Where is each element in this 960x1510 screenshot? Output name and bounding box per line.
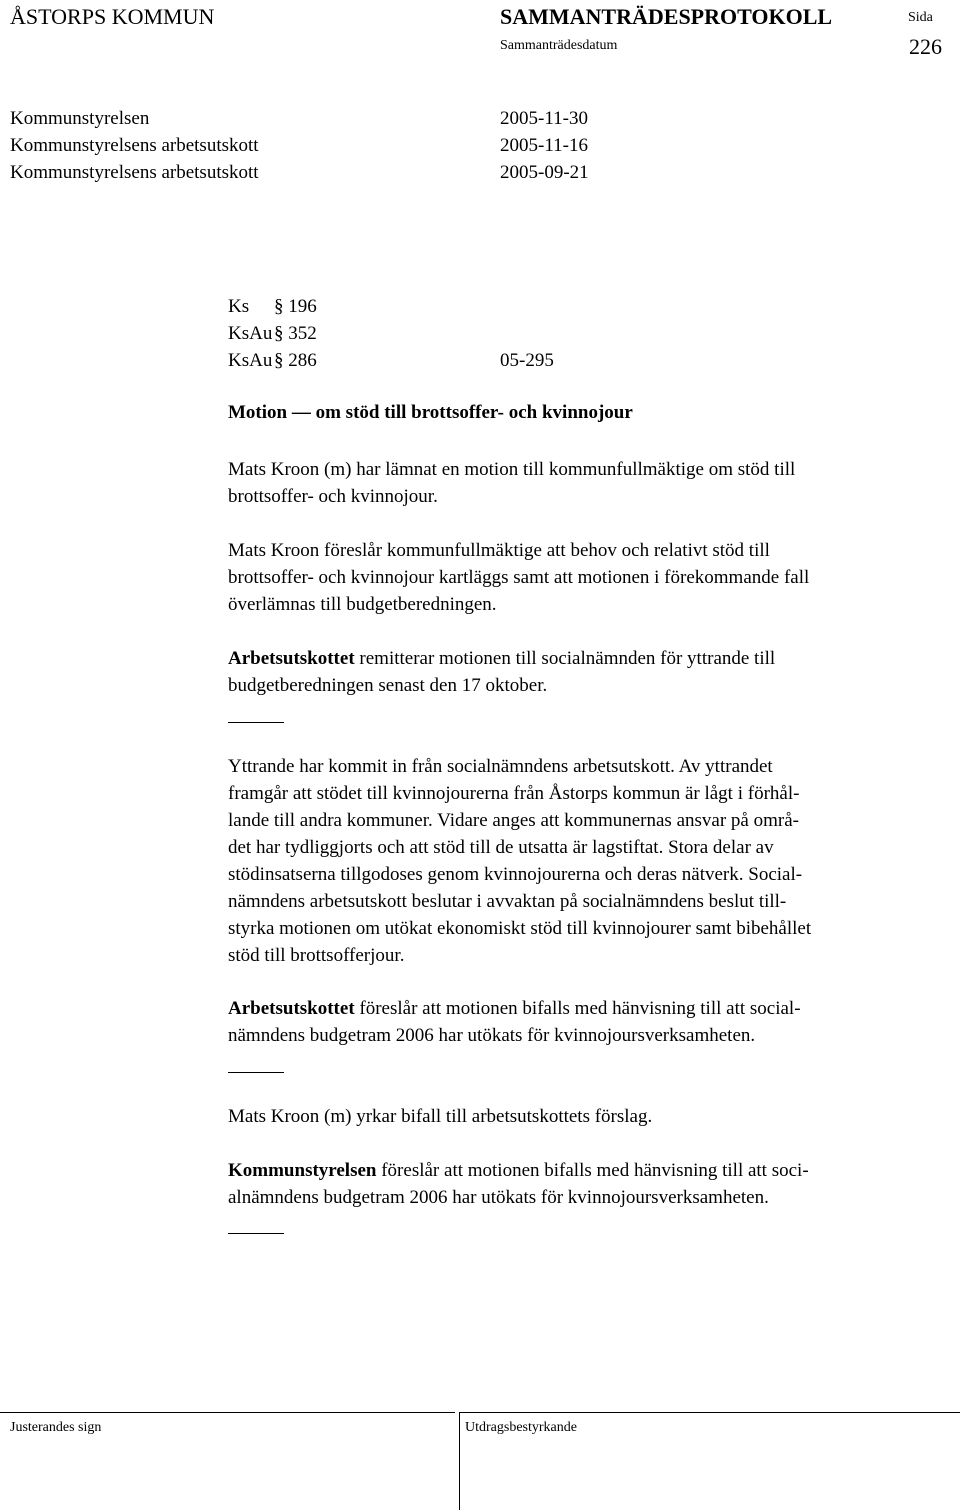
text-line: nämndens budgetram 2006 har utökats för kvinnojoursverksamheten. xyxy=(228,1025,756,1046)
text-segment: föreslår att motionen bifalls med hänvisning till att social- xyxy=(354,998,801,1019)
text-line: framgår att stödet till kvinnojourerna från Åstorps kommun är lågt i förhål- xyxy=(228,783,800,804)
page-number: 226 xyxy=(909,34,942,59)
text-line xyxy=(228,995,943,1022)
footer-rule-left xyxy=(0,1412,455,1413)
text-line: Yttrande har kommit in från socialnämndens arbetsutskott. Av yttrandet xyxy=(228,756,773,777)
decision-body: Arbetsutskottet xyxy=(228,998,355,1019)
section-separator xyxy=(228,1072,284,1073)
paragraph-proposal xyxy=(228,537,943,618)
footer-rule-right xyxy=(459,1412,960,1413)
paragraph-statement xyxy=(228,753,943,969)
municipality-name: ÅSTORPS KOMMUN xyxy=(10,4,215,29)
text-line: brottsoffer- och kvinnojour kartläggs samt att motionen i förekommande fall xyxy=(228,567,810,588)
text-line: Mats Kroon föreslår kommunfullmäktige att behov och relativt stöd till xyxy=(228,540,770,561)
paragraph-referral xyxy=(228,645,943,699)
text-line: brottsoffer- och kvinnojour. xyxy=(228,486,438,507)
decision-body: Kommunstyrelsen xyxy=(228,1160,377,1181)
page-label: Sida xyxy=(908,10,933,25)
text-line xyxy=(228,1157,943,1184)
footer-divider xyxy=(459,1412,460,1510)
paragraph-reference xyxy=(228,323,317,345)
text-line: styrka motionen om utökat ekonomiskt stöd till kvinnojourer samt bibehållet xyxy=(228,918,812,939)
reference-paragraph: § 352 xyxy=(274,323,317,344)
text-line: lande till andra kommuner. Vidare anges att kommunernas ansvar på områ- xyxy=(228,810,799,831)
text-line xyxy=(228,645,943,672)
section-separator xyxy=(228,1233,284,1234)
text-line: budgetberedningen senast den 17 oktober. xyxy=(228,675,548,696)
text-line: stöd till brottsofferjour. xyxy=(228,945,405,966)
diary-number: 05-295 xyxy=(500,350,554,371)
text-line: Mats Kroon (m) yrkar bifall till arbetsutskottets förslag. xyxy=(228,1106,653,1127)
reference-paragraph: § 286 xyxy=(274,350,317,371)
meeting-date: 2005-11-16 xyxy=(500,135,588,156)
text-line: överlämnas till budgetberedningen. xyxy=(228,594,497,615)
text-segment: föreslår att motionen bifalls med hänvisning till att soci- xyxy=(376,1160,809,1181)
paragraph-reference xyxy=(228,296,317,318)
reference-prefix: Ks xyxy=(228,296,250,317)
decision-body: Arbetsutskottet xyxy=(228,648,355,669)
text-line: nämndens arbetsutskott beslutar i avvaktan på socialnämndens beslut till- xyxy=(228,891,787,912)
reference-paragraph: § 196 xyxy=(274,296,317,317)
text-line: alnämndens budgetram 2006 har utökats för kvinnojoursverksamheten. xyxy=(228,1187,769,1208)
extract-certification-label: Utdragsbestyrkande xyxy=(465,1420,577,1435)
paragraph-motion-claim xyxy=(228,1103,943,1130)
meeting-date: 2005-09-21 xyxy=(500,162,589,183)
meeting-date-label: Sammanträdesdatum xyxy=(500,38,618,53)
text-line: Mats Kroon (m) har lämnat en motion till kommunfullmäktige om stöd till xyxy=(228,459,796,480)
paragraph-motion-submitted xyxy=(228,456,943,510)
document-type: SAMMANTRÄDESPROTOKOLL xyxy=(500,4,833,29)
paragraph-board-proposal xyxy=(228,1157,943,1211)
matter-title: Motion — om stöd till brottsoffer- och kvinnojour xyxy=(228,402,633,423)
paragraph-committee-proposal xyxy=(228,995,943,1049)
meeting-body: Kommunstyrelsens arbetsutskott xyxy=(10,135,259,156)
meeting-date: 2005-11-30 xyxy=(500,108,588,129)
meeting-body: Kommunstyrelsen xyxy=(10,108,150,129)
reference-prefix: KsAu xyxy=(228,323,273,344)
text-segment: remitterar motionen till socialnämnden för yttrande till xyxy=(354,648,776,669)
meeting-body: Kommunstyrelsens arbetsutskott xyxy=(10,162,259,183)
section-separator xyxy=(228,722,284,723)
text-line: det har tydliggjorts och att stöd till de utsatta är lagstiftat. Stora delar av xyxy=(228,837,774,858)
reference-prefix: KsAu xyxy=(228,350,273,371)
text-line: stödinsatserna tillgodoses genom kvinnojourerna och deras nätverk. Social- xyxy=(228,864,803,885)
adjuster-signature-label: Justerandes sign xyxy=(10,1420,102,1435)
paragraph-reference xyxy=(228,350,317,372)
